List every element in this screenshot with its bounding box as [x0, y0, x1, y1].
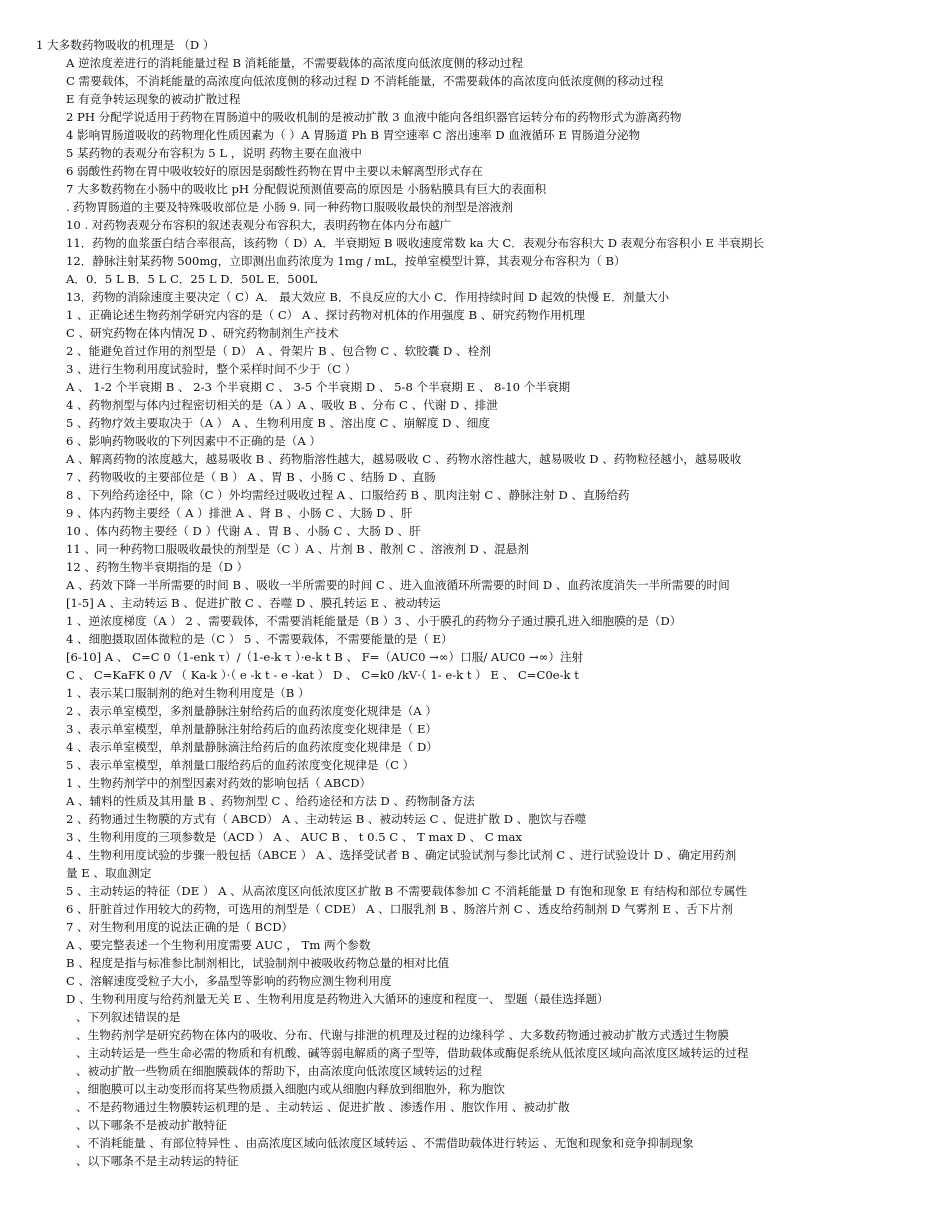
text-line: C 、溶解速度受粒子大小，多晶型等影响的药物应测生物利用度	[66, 974, 392, 988]
text-line: 7 大多数药物在小肠中的吸收比 pH 分配假说预测值要高的原因是 小肠粘膜具有巨大的表面积	[66, 182, 547, 196]
text-line: 2 、药物通过生物膜的方式有（ ABCD） A 、主动转运 B 、被动转运 C 、促进扩散 D 、胞饮与吞噬	[66, 812, 587, 826]
text-line: 、以下哪条不是被动扩散特征	[76, 1118, 227, 1132]
text-line: 、细胞膜可以主动变形而将某些物质摄入细胞内或从细胞内释放到细胞外，称为胞饮	[76, 1082, 505, 1096]
text-line: 12．静脉注射某药物 500mg，立即测出血药浓度为 1mg / mL，按单室模型计算，其表观分布容积为（ B）	[66, 254, 626, 268]
text-line: A 、辅料的性质及其用量 B 、药物剂型 C 、给药途径和方法 D 、药物制备方法	[66, 794, 475, 808]
text-line: A．0．5 L B．5 L C．25 L D．50L E．500L	[66, 272, 318, 286]
text-line: 量 E 、取血测定	[66, 866, 152, 880]
text-line: A 、要完整表述一个生物利用度需要 AUC ， Tm 两个参数	[66, 938, 371, 952]
text-line: 、下列叙述错误的是	[76, 1010, 181, 1024]
text-line: A 、药效下降一半所需要的时间 B 、吸收一半所需要的时间 C 、进入血液循环所需要的时间 D 、血药浓度消失一半所需要的时间	[66, 578, 730, 592]
text-line: 10 . 对药物表观分布容积的叙述表观分布容积大，表明药物在体内分布越广	[66, 218, 452, 232]
text-line: . 药物胃肠道的主要及特殊吸收部位是 小肠 9. 同一种药物口服吸收最快的剂型是溶液剂	[66, 200, 513, 214]
text-line: A 、解离药物的浓度越大，越易吸收 B 、药物脂溶性越大，越易吸收 C 、药物水溶性越大，越易吸收 D 、药物粒径越小，越易吸收	[66, 452, 742, 466]
text-line: 11．药物的血浆蛋白结合率很高，该药物（ D）A．半衰期短 B 吸收速度常数 ka 大 C．表观分布容积大 D 表观分布容积小 E 半衰期长	[66, 236, 765, 250]
text-line: 2 PH 分配学说适用于药物在胃肠道中的吸收机制的是被动扩散 3 血液中能向各组织器官运转分布的药物形式为游离药物	[66, 110, 682, 124]
text-line: 8 、下列给药途径中，除（C ）外均需经过吸收过程 A 、口服给药 B 、肌肉注射 C 、静脉注射 D 、直肠给药	[66, 488, 630, 502]
text-line: 1 、生物药剂学中的剂型因素对药效的影响包括（ ABCD）	[66, 776, 372, 790]
text-line: 5 、表示单室模型，单剂量口服给药后的血药浓度变化规律是（C ）	[66, 758, 415, 772]
text-line: 4 、细胞摄取固体微粒的是（C ） 5 、不需要载体，不需要能量的是（ E）	[66, 632, 453, 646]
text-line: 5 某药物的表观分布容积为 5 L ，说明 药物主要在血液中	[66, 146, 362, 160]
text-line: 4 、生物利用度试验的步骤一般包括（ABCE ） A 、选择受试者 B 、确定试验试剂与参比试剂 C 、进行试验设计 D 、确定用药剂	[66, 848, 737, 862]
text-line: 3 、进行生物利用度试验时，整个采样时间不少于（C ）	[66, 362, 357, 376]
text-line: 1 、正确论述生物药剂学研究内容的是（ C） A 、探讨药物对机体的作用强度 B 、研究药物作用机理	[66, 308, 586, 322]
text-line: 6 弱酸性药物在胃中吸收较好的原因是弱酸性药物在胃中主要以未解离型形式存在	[66, 164, 483, 178]
text-line: 12 、药物生物半衰期指的是（D ）	[66, 560, 249, 574]
text-line: 、不消耗能量 、有部位特异性 、由高浓度区域向低浓度区域转运 、不需借助载体进行转运 、无饱和现象和竞争抑制现象	[76, 1136, 694, 1150]
text-line: 13．药物的消除速度主要决定（ C）A． 最大效应 B．不良反应的大小 C．作用持续时间 D 起效的快慢 E．剂量大小	[66, 290, 670, 304]
text-line: C 需要载体，不消耗能量的高浓度向低浓度侧的移动过程 D 不消耗能量，不需要载体的高浓度向低浓度侧的移动过程	[66, 74, 664, 88]
text-line: 2 、表示单室模型，多剂量静脉注射给药后的血药浓度变化规律是（A ）	[66, 704, 437, 718]
text-line: 3 、生物利用度的三项参数是（ACD ） A 、 AUC B 、 t 0.5 C 、 T max D 、 C max	[66, 830, 522, 844]
text-line: 6 、影响药物吸收的下列因素中不正确的是（A ）	[66, 434, 321, 448]
text-line: A 、 1-2 个半衰期 B 、 2-3 个半衰期 C 、 3-5 个半衰期 D 、 5-8 个半衰期 E 、 8-10 个半衰期	[66, 380, 571, 394]
text-line: 、被动扩散一些物质在细胞膜载体的帮助下，由高浓度向低浓度区域转运的过程	[76, 1064, 482, 1078]
text-line: 7 、药物吸收的主要部位是（ B ） A 、胃 B 、小肠 C 、结肠 D 、直肠	[66, 470, 436, 484]
text-line: 1 、逆浓度梯度（A ） 2 、需要载体，不需要消耗能量是（B ）3 、小于膜孔的药物分子通过膜孔进入细胞膜的是（D）	[66, 614, 682, 628]
text-line: 11 、同一种药物口服吸收最快的剂型是（C ）A 、片剂 B 、散剂 C 、溶液剂 D 、混悬剂	[66, 542, 529, 556]
text-line: [1-5] A 、主动转运 B 、促进扩散 C 、吞噬 D 、膜孔转运 E 、被动转运	[66, 596, 441, 610]
text-line: C 、 C=KaFK 0 /V （ Ka-k ）·（ e -k t - e -kat ） D 、 C=k0 /kV·（ 1- e-k t ） E 、 C=C0e-k t	[66, 668, 579, 682]
text-line: 5 、药物疗效主要取决于（A ） A 、生物利用度 B 、溶出度 C 、崩解度 D 、细度	[66, 416, 490, 430]
text-line: 6 、肝脏首过作用较大的药物，可选用的剂型是（ CDE） A 、口服乳剂 B 、肠溶片剂 C 、透皮给药制剂 D 气雾剂 E 、舌下片剂	[66, 902, 733, 916]
text-line: B 、程度是指与标准参比制剂相比，试验制剂中被吸收药物总量的相对比值	[66, 956, 450, 970]
text-line: 、生物药剂学是研究药物在体内的吸收、分布、代谢与排泄的机理及过程的边缘科学 、大多数药物通过被动扩散方式透过生物膜	[76, 1028, 729, 1042]
text-line: 3 、表示单室模型，单剂量静脉注射给药后的血药浓度变化规律是（ E）	[66, 722, 438, 736]
text-line: 1 大多数药物吸收的机理是 （D ）	[36, 38, 215, 52]
text-line: 2 、能避免首过作用的剂型是（ D） A 、骨架片 B 、包合物 C 、软胶囊 D 、栓剂	[66, 344, 491, 358]
text-line: 4 、表示单室模型，单剂量静脉滴注给药后的血药浓度变化规律是（ D）	[66, 740, 438, 754]
text-line: 9 、体内药物主要经（ A ）排泄 A 、肾 B 、小肠 C 、大肠 D 、肝	[66, 506, 413, 520]
text-line: 4 影响胃肠道吸收的药物理化性质因素为（ ）A 胃肠道 Ph B 胃空速率 C 溶出速率 D 血液循环 E 胃肠道分泌物	[66, 128, 641, 142]
text-line: 、以下哪条不是主动转运的特征	[76, 1154, 239, 1168]
text-line: D 、生物利用度与给药剂量无关 E 、生物利用度是药物进入大循环的速度和程度一、 型题（最佳选择题）	[66, 992, 609, 1006]
text-line: [6-10] A 、 C=C 0（1-enk τ）/（1-e-k τ ）·e-k t B 、 F=（AUC0 →∞）口服/ AUC0 →∞）注射	[66, 650, 584, 664]
text-line: E 有竞争转运现象的被动扩散过程	[66, 92, 241, 106]
text-line: 1 、表示某口服制剂的绝对生物利用度是（B ）	[66, 686, 310, 700]
text-line: 10 、体内药物主要经（ D ）代谢 A 、胃 B 、小肠 C 、大肠 D 、肝	[66, 524, 421, 538]
text-line: 4 、药物剂型与体内过程密切相关的是（A ）A 、吸收 B 、分布 C 、代谢 D 、排泄	[66, 398, 498, 412]
text-line: C 、研究药物在体内情况 D 、研究药物制剂生产技术	[66, 326, 339, 340]
text-line: A 逆浓度差进行的消耗能量过程 B 消耗能量，不需要载体的高浓度向低浓度侧的移动过程	[66, 56, 523, 70]
text-line: 、不是药物通过生物膜转运机理的是 、主动转运 、促进扩散 、渗透作用 、胞饮作用 、被动扩散	[76, 1100, 570, 1114]
text-line: 7 、对生物利用度的说法正确的是（ BCD）	[66, 920, 294, 934]
text-line: 5 、主动转运的特征（DE ） A 、从高浓度区向低浓度区扩散 B 不需要载体参加 C 不消耗能量 D 有饱和现象 E 有结构和部位专属性	[66, 884, 747, 898]
text-line: 、主动转运是一些生命必需的物质和有机酸、碱等弱电解质的离子型等，借助载体或酶促系统从低浓度区域向高浓度区域转运的过程	[76, 1046, 749, 1060]
